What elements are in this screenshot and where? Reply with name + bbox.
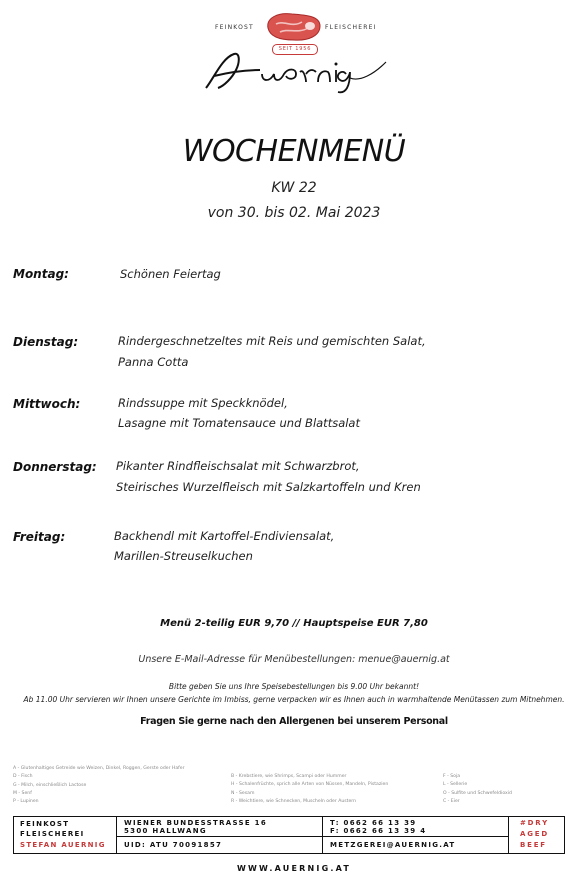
dish-friday-1: Backhendl mit Kartoffel-Endiviensalat,	[114, 529, 335, 543]
footer-phone-col	[322, 817, 509, 853]
logo-brand-right: FLEISCHEREI	[325, 24, 377, 31]
day-friday: Freitag:	[13, 530, 66, 544]
dish-monday-1: Schönen Feiertag	[120, 267, 221, 281]
price-line: Menü 2-teilig EUR 9,70 // Hauptspeise EUR 7,80	[160, 618, 428, 629]
allergen-item: H - Schalenfrüchte, sprich alle Arten von Nüssen, Mandeln, Pistazien	[231, 782, 389, 788]
order-email-line: Unsere E-Mail-Adresse für Menübestellungen: menue@auernig.at	[138, 654, 450, 665]
allergen-item: O - Sulfite und Schwefeldioxid	[443, 790, 512, 796]
tag-aged: AGED	[520, 830, 549, 838]
day-wednesday: Mittwoch:	[13, 397, 81, 411]
footer-email-link[interactable]: METZGEREI@AUERNIG.AT	[330, 841, 456, 849]
dish-wednesday-1: Rindssuppe mit Speckknödel,	[118, 396, 288, 410]
allergen-item: M - Senf	[13, 790, 32, 796]
allergen-item: L - Sellerie	[443, 782, 468, 788]
day-thursday: Donnerstag:	[13, 460, 97, 474]
allergen-legend-col2	[231, 773, 431, 806]
date-range: von 30. bis 02. Mai 2023	[207, 205, 381, 221]
allergen-item: D - Fisch	[13, 774, 33, 780]
website-link[interactable]: WWW.AUERNIG.AT	[236, 864, 352, 873]
day-monday: Montag:	[13, 267, 69, 281]
footer-uid: UID: ATU 70091857	[124, 841, 223, 849]
footer-contact-box	[13, 816, 565, 854]
footer-company-line2: FLEISCHEREI	[20, 830, 85, 838]
dish-tuesday-1: Rindergeschnetzeltes mit Reis und gemischten Salat,	[118, 334, 426, 348]
allergen-item: C - Eier	[443, 798, 460, 804]
footer-fax: F: 0662 66 13 39 4	[330, 827, 427, 835]
footer-address-city: 5300 HALLWANG	[124, 827, 207, 835]
dish-thursday-2: Steirisches Wurzelfleisch mit Salzkartoffeln und Kren	[116, 480, 421, 494]
day-tuesday: Dienstag:	[13, 335, 79, 349]
tag-beef: BEEF	[520, 841, 547, 849]
footer-address-col	[116, 817, 323, 853]
logo-brand-left: FEINKOST	[215, 24, 254, 31]
allergen-item: P - Lupinen	[13, 799, 39, 805]
allergen-item: G - Milch, einschließlich Lactose	[13, 782, 87, 788]
footer-divider	[116, 836, 508, 837]
allergen-item: B - Krebstiere, wie Shrimps, Scampi oder Hummer	[231, 774, 347, 779]
allergen-question: Fragen Sie gerne nach den Allergenen bei unserem Personal	[140, 716, 448, 727]
allergen-legend-col3	[443, 773, 563, 806]
dish-tuesday-2: Panna Cotta	[118, 355, 189, 369]
footer-phone: T: 0662 66 13 39	[330, 819, 417, 827]
auernig-script-logo	[200, 48, 390, 94]
allergen-item: R - Weichtiere, wie Schnecken, Muscheln oder Austern	[231, 798, 356, 804]
dish-friday-2: Marillen-Streuselkuchen	[114, 549, 253, 563]
footer-company-col	[14, 817, 117, 853]
allergen-item: N - Sesam	[231, 790, 255, 796]
dish-wednesday-2: Lasagne mit Tomatensauce und Blattsalat	[118, 416, 360, 430]
order-deadline-note: Bitte geben Sie uns Ihre Speisebestellungen bis 9.00 Uhr bekannt!	[168, 682, 420, 691]
serving-note: Ab 11.00 Uhr servieren wir Ihnen unsere Gerichte im Imbiss, gerne verpacken wir es Ihnen auch in warmhaltende Menütassen zum Mitnehmen.	[23, 695, 565, 704]
dish-thursday-1: Pikanter Rindfleischsalat mit Schwarzbrot,	[116, 459, 360, 473]
calendar-week: KW 22	[271, 180, 317, 196]
allergen-legend-col1	[13, 765, 223, 806]
steak-logo-icon	[262, 10, 326, 44]
footer-company-line1: FEINKOST	[20, 820, 70, 828]
since-badge: SEIT 1956	[272, 44, 318, 55]
footer-tag-col	[508, 817, 564, 853]
tag-dry: #DRY	[520, 819, 549, 827]
footer-address-street: WIENER BUNDESSTRASSE 16	[124, 819, 268, 827]
allergen-item: F - Soja	[443, 774, 461, 779]
allergen-item: A - Glutenhaltiges Getreide wie Weizen, Dinkel, Roggen, Gerste oder Hafer	[13, 766, 185, 771]
page-title: WOCHENMENÜ	[182, 134, 406, 169]
footer-company-owner: STEFAN AUERNIG	[20, 841, 106, 849]
